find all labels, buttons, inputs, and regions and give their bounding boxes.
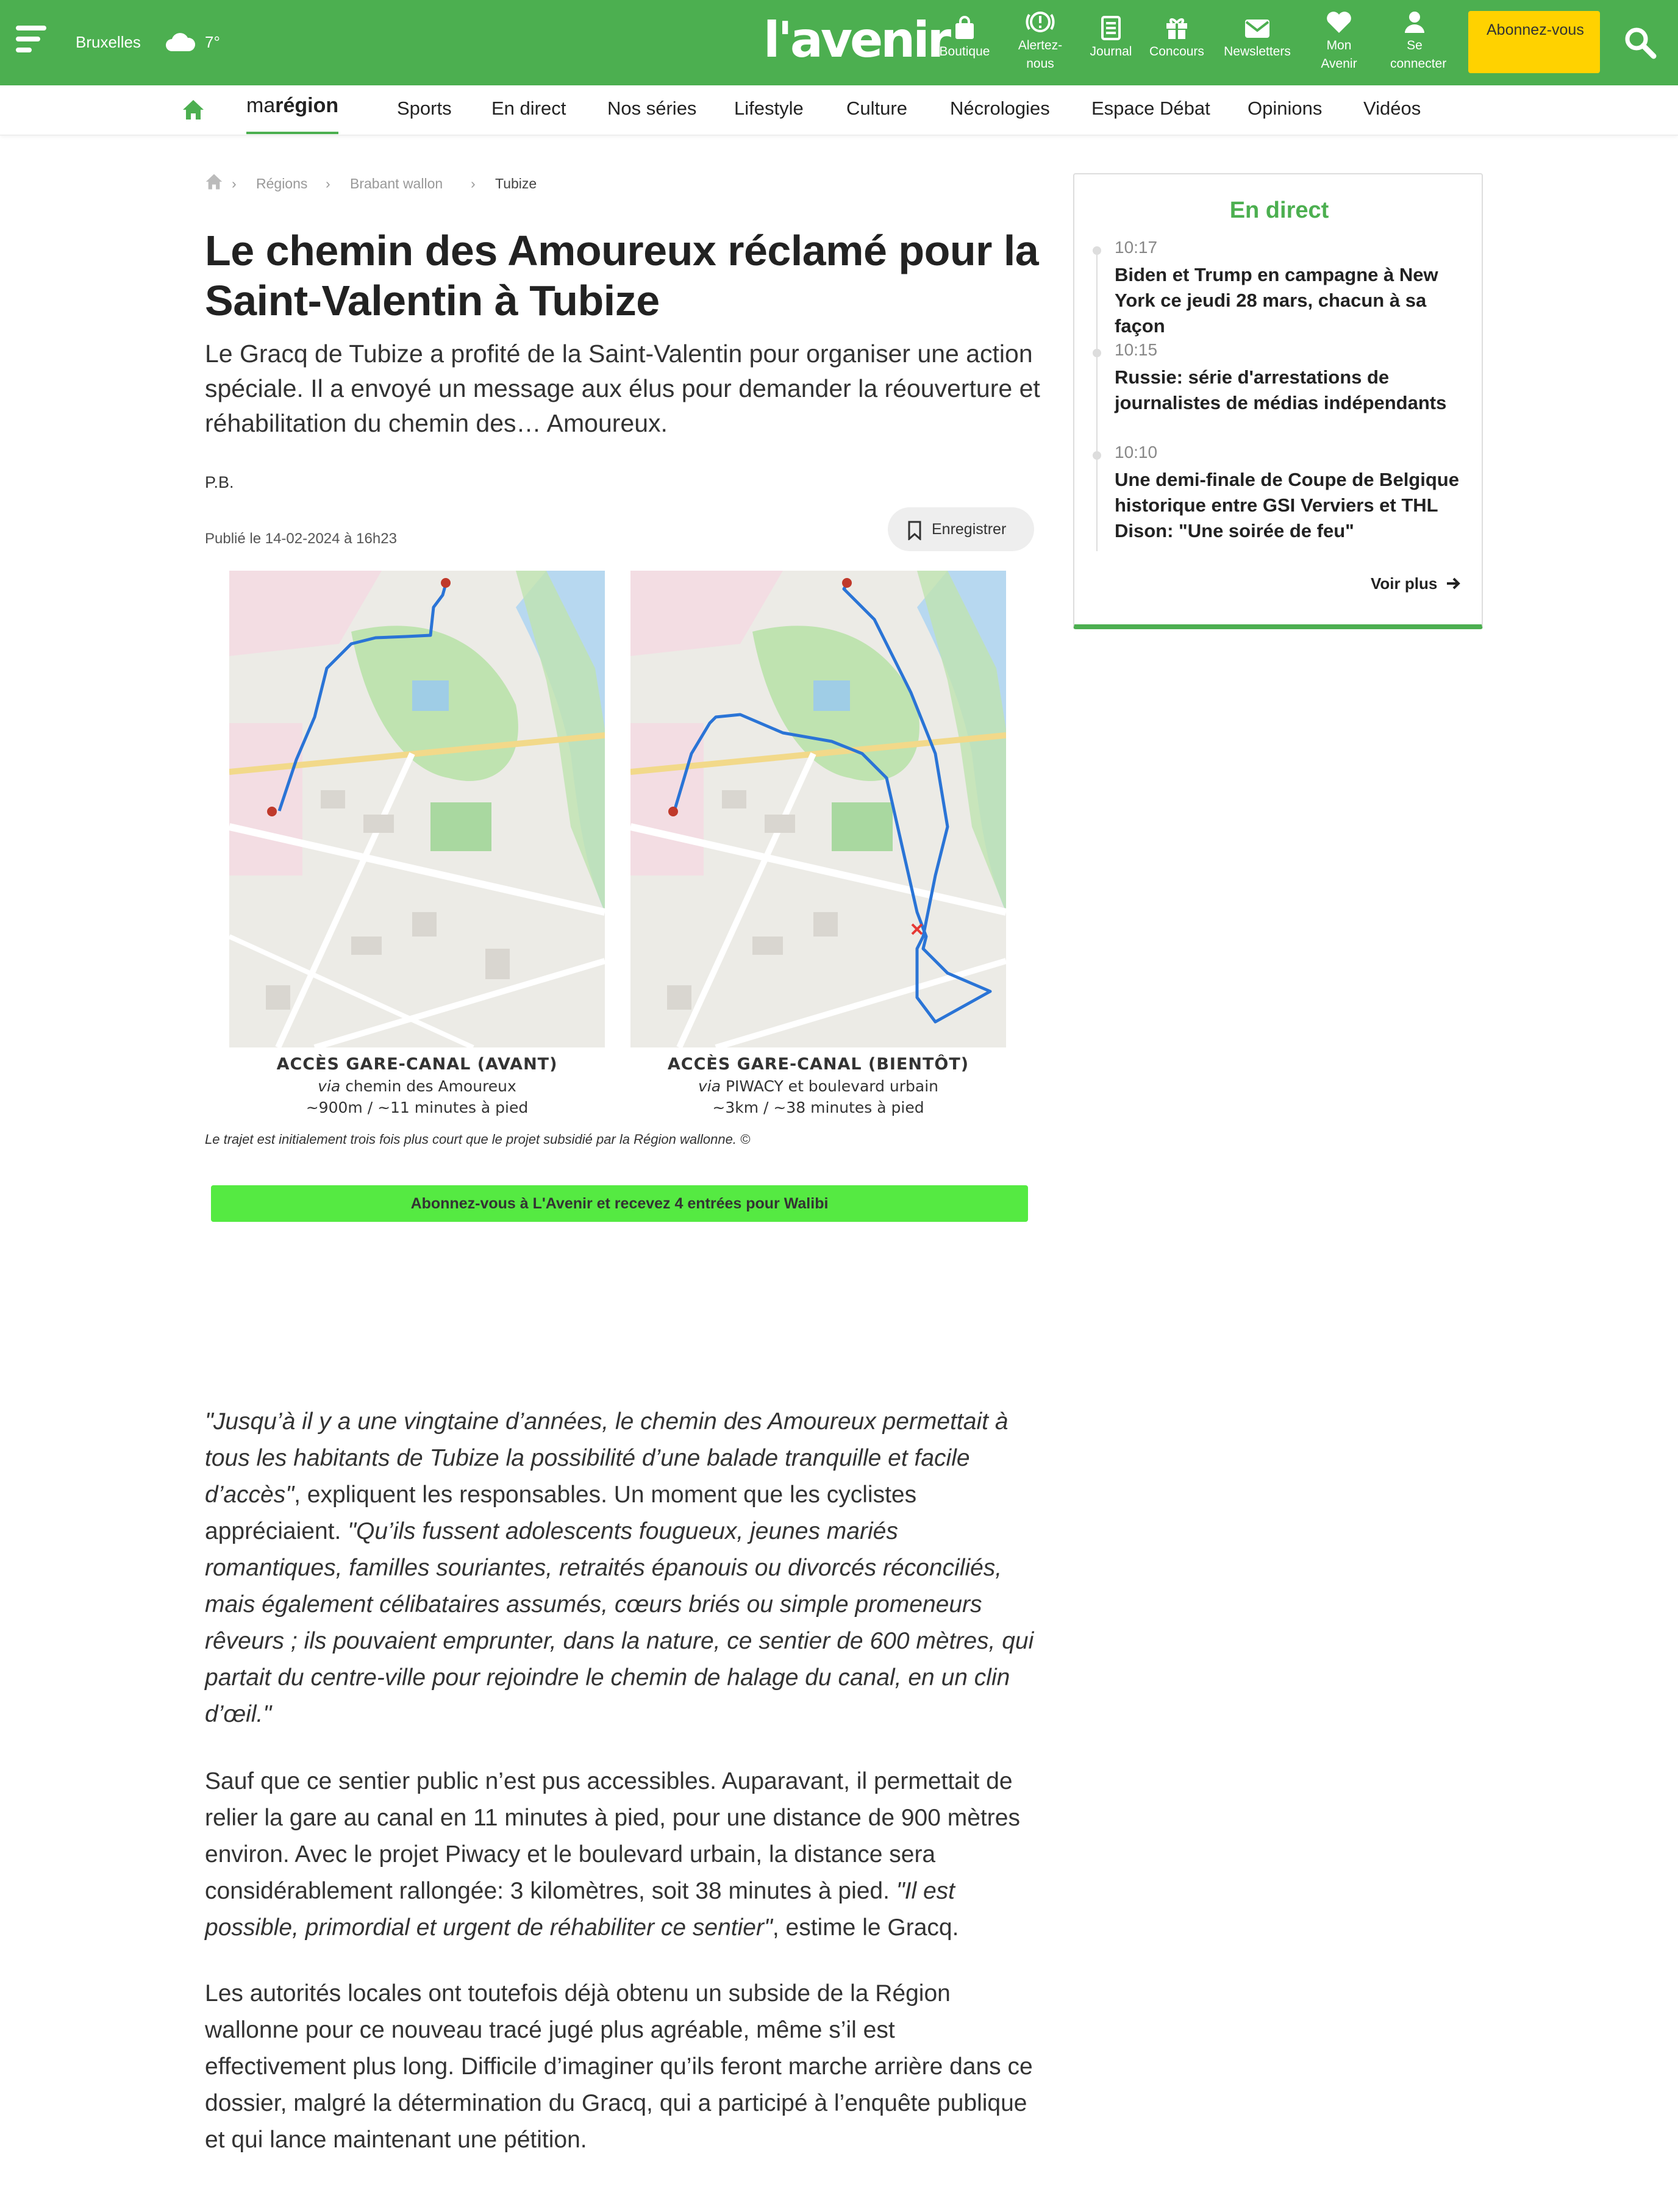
subscribe-button[interactable]: Abonnez-vous bbox=[1468, 11, 1600, 73]
map-after-via-word: via bbox=[698, 1077, 721, 1095]
promo-banner[interactable]: Abonnez-vous à L'Avenir et recevez 4 entrées pour Walibi bbox=[211, 1185, 1028, 1222]
nav-journal[interactable] bbox=[1074, 16, 1148, 61]
subnav-nos-series[interactable]: Nos séries bbox=[607, 98, 697, 119]
nav-label: Journal bbox=[1090, 45, 1132, 59]
live-item[interactable] bbox=[1115, 235, 1468, 339]
article-author[interactable]: P.B. bbox=[205, 473, 234, 491]
nav-label: Se connecter bbox=[1390, 38, 1447, 71]
live-feed-title: En direct bbox=[1229, 198, 1329, 223]
live-item[interactable] bbox=[1115, 440, 1468, 544]
subnav-videos[interactable]: Vidéos bbox=[1363, 98, 1421, 119]
nav-label: Concours bbox=[1149, 45, 1204, 59]
publish-date: Publié le 14-02-2024 à 16h23 bbox=[205, 530, 397, 547]
see-more-label: Voir plus bbox=[1371, 574, 1438, 593]
live-item-time: 10:17 bbox=[1115, 238, 1158, 257]
paragraph-2-text: Sauf que ce sentier public n’est pus accessibles. Auparavant, il permettait de relier la gare au canal en 11 minutes à pied, pour une distance de 900 mètres environ. Avec le projet Piwacy et le boulevard urbain, la distance sera considérablement rallongée: 3 kilomètres, soit 38 minutes à pied. bbox=[205, 1768, 1020, 1904]
gift-icon bbox=[1165, 16, 1189, 40]
map-after-distance: ~3km / ~38 minutes à pied bbox=[712, 1099, 924, 1116]
live-item-time: 10:10 bbox=[1115, 443, 1158, 462]
heart-icon bbox=[1326, 10, 1352, 34]
bookmark-icon bbox=[907, 521, 922, 540]
save-button[interactable] bbox=[888, 507, 1034, 551]
subnav-sports[interactable]: Sports bbox=[397, 98, 452, 119]
paragraph-1 bbox=[205, 1404, 1040, 1733]
ma-region-prefix: ma bbox=[246, 94, 276, 117]
paragraph-3: Les autorités locales ont toutefois déjà obtenu un subside de la Région wallonne pour ce nouveau tracé jugé plus agréable, même s’il est effectivement plus long. Difficile d’imaginer qu’ils feront marche arrière dans ce dossier, malgré la détermination du Gracq, qui a participé à l’enquête publique et qui lance maintenant une pétition. bbox=[205, 1980, 1033, 2153]
subnav-necrologies[interactable]: Nécrologies bbox=[950, 98, 1050, 119]
map-after-title: ACCÈS GARE-CANAL (BIENTÔT) bbox=[667, 1055, 969, 1074]
nav-label: Newsletters bbox=[1224, 45, 1291, 59]
site-logo[interactable]: l'avenir bbox=[763, 12, 949, 68]
paragraph-2 bbox=[205, 1763, 1040, 1946]
temperature: 7° bbox=[205, 33, 220, 51]
save-label: Enregistrer bbox=[932, 521, 1007, 538]
nav-mon-avenir[interactable] bbox=[1302, 10, 1376, 73]
envelope-icon bbox=[1244, 16, 1271, 40]
map-before-via: chemin des Amoureux bbox=[345, 1077, 516, 1095]
ma-region-main: région bbox=[275, 94, 339, 117]
map-before-via-word: via bbox=[318, 1077, 341, 1095]
subnav-lifestyle[interactable]: Lifestyle bbox=[734, 98, 804, 119]
live-item-text[interactable]: Biden et Trump en campagne à New York ce jeudi 28 mars, chacun à sa façon bbox=[1115, 264, 1438, 337]
timeline-dot bbox=[1093, 349, 1101, 357]
subnav-en-direct[interactable]: En direct bbox=[491, 98, 566, 119]
map-after-via: PIWACY et boulevard urbain bbox=[725, 1077, 939, 1095]
map-after bbox=[630, 571, 1006, 1047]
nav-label: Alertez-nous bbox=[1018, 38, 1063, 71]
article-title: Le chemin des Amoureux réclamé pour la Saint-Valentin à Tubize bbox=[205, 227, 1039, 324]
subnav-opinions[interactable]: Opinions bbox=[1248, 98, 1323, 119]
chevron-right-icon: › bbox=[232, 176, 237, 191]
search-icon[interactable] bbox=[1622, 24, 1658, 61]
nav-se-connecter[interactable] bbox=[1378, 10, 1451, 73]
breadcrumb-brabant-wallon[interactable]: Brabant wallon bbox=[350, 176, 443, 191]
live-item[interactable] bbox=[1115, 338, 1468, 416]
city-name[interactable]: Bruxelles bbox=[76, 33, 141, 51]
map-before-distance: ~900m / ~11 minutes à pied bbox=[305, 1099, 529, 1116]
timeline-line bbox=[1096, 246, 1098, 551]
see-more-link[interactable] bbox=[1371, 574, 1437, 593]
live-item-text[interactable]: Une demi-finale de Coupe de Belgique historique entre GSI Verviers et THL Dison: "Une soirée de feu" bbox=[1115, 469, 1459, 541]
nav-label: Boutique bbox=[939, 45, 990, 59]
cloud-icon bbox=[165, 32, 195, 52]
nav-boutique[interactable] bbox=[928, 16, 1001, 61]
nav-label: Mon Avenir bbox=[1321, 38, 1357, 71]
subnav-espace-debat[interactable]: Espace Débat bbox=[1091, 98, 1210, 119]
map-before bbox=[229, 571, 605, 1047]
paragraph-2-end: , estime le Gracq. bbox=[772, 1914, 959, 1941]
alert-icon bbox=[1024, 10, 1056, 34]
breadcrumb-tubize[interactable]: Tubize bbox=[495, 176, 537, 191]
breadcrumb-regions[interactable]: Régions bbox=[256, 176, 308, 191]
arrow-right-icon bbox=[1445, 576, 1461, 591]
newspaper-icon bbox=[1100, 16, 1122, 40]
nav-alertez-nous[interactable] bbox=[1004, 10, 1077, 73]
timeline-dot bbox=[1093, 246, 1101, 255]
shopping-bag-icon bbox=[954, 16, 976, 40]
menu-icon[interactable] bbox=[16, 26, 49, 59]
user-icon bbox=[1402, 10, 1427, 34]
map-before-legend bbox=[229, 1054, 605, 1118]
subnav-culture[interactable]: Culture bbox=[846, 98, 907, 119]
top-header bbox=[0, 0, 1678, 85]
article-lead: Le Gracq de Tubize a profité de la Saint-Valentin pour organiser une action spéciale. Il a envoyé un message aux élus pour demander la réouverture et réhabilitation du chemin des… Amoureux. bbox=[205, 340, 1040, 437]
paragraph-1-text: , expliquent les responsables. Un moment que les cyclistes appréciaient. bbox=[205, 1482, 917, 1544]
chevron-right-icon: › bbox=[471, 176, 476, 191]
live-item-time: 10:15 bbox=[1115, 340, 1158, 359]
live-feed bbox=[1073, 173, 1483, 629]
nav-newsletters[interactable] bbox=[1215, 16, 1300, 61]
quote-2: "Qu’ils fussent adolescents fougueux, jeunes mariés romantiques, familles souriantes, retraités épanouis ou divorcés réconciliés, mais également célibataires assumés, cœurs briés ou simple promeneurs rêveurs ; ils pouvaient emprunter, dans la nature, ce sentier de 600 mètres, qui partait du centre-ville pour rejoindre le chemin de halage du canal, en un clin d’œil." bbox=[205, 1518, 1034, 1727]
chevron-right-icon: › bbox=[326, 176, 330, 191]
map-before-title: ACCÈS GARE-CANAL (AVANT) bbox=[276, 1055, 558, 1074]
quote-1: "Jusqu’à il y a une vingtaine d’années, le chemin des Amoureux permettait à tous les habitants de Tubize la possibilité d’une balade tranquille et facile d’accès" bbox=[205, 1408, 1009, 1508]
nav-concours[interactable] bbox=[1140, 16, 1213, 61]
timeline-dot bbox=[1093, 451, 1101, 460]
map-after-legend bbox=[630, 1054, 1006, 1118]
figure-caption: Le trajet est initialement trois fois plus court que le projet subsidié par la Région wallonne. © bbox=[205, 1132, 751, 1147]
live-item-text[interactable]: Russie: série d'arrestations de journalistes de médias indépendants bbox=[1115, 366, 1447, 413]
section-nav bbox=[0, 85, 1678, 135]
quote-3: "Il est possible, primordial et urgent de réhabiliter ce sentier" bbox=[205, 1878, 955, 1941]
ma-region-link[interactable] bbox=[246, 94, 338, 134]
home-icon[interactable] bbox=[205, 173, 223, 194]
home-icon[interactable] bbox=[182, 99, 205, 121]
